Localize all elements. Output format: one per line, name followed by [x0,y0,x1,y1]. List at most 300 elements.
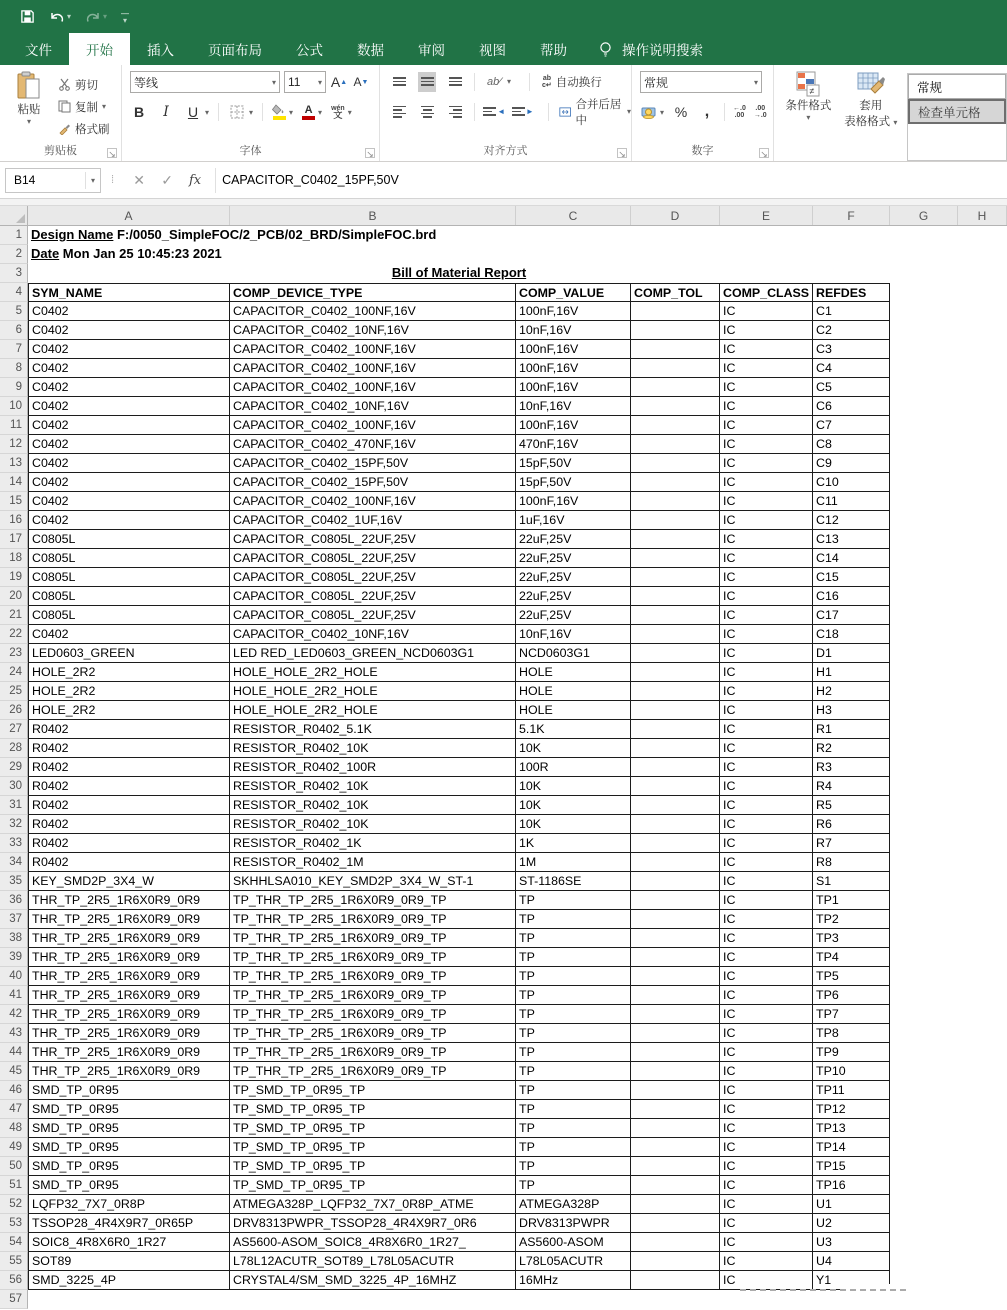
table-cell[interactable]: SKHHLSA010_KEY_SMD2P_3X4_W_ST-1 [230,872,516,891]
table-cell[interactable]: SMD_TP_0R95 [28,1157,230,1176]
redo-button[interactable] [85,10,107,24]
row-number[interactable]: 50 [0,1157,28,1176]
row-number[interactable]: 51 [0,1176,28,1195]
table-cell[interactable]: IC [720,910,813,929]
table-cell[interactable]: IC [720,777,813,796]
table-cell[interactable] [631,321,720,340]
table-cell[interactable]: HOLE [516,663,631,682]
table-cell[interactable]: TP_SMD_TP_0R95_TP [230,1138,516,1157]
table-cell[interactable]: IC [720,1100,813,1119]
table-cell[interactable] [631,1195,720,1214]
font-size-select[interactable] [284,71,326,93]
insert-function-button[interactable] [181,173,209,188]
table-cell[interactable]: D1 [813,644,890,663]
italic-button[interactable]: I [163,104,169,120]
table-cell[interactable]: IC [720,1138,813,1157]
row-number[interactable]: 19 [0,568,28,587]
table-cell[interactable]: CAPACITOR_C0402_10NF,16V [230,397,516,416]
table-cell[interactable]: THR_TP_2R5_1R6X0R9_0R9 [28,948,230,967]
table-cell[interactable]: LED0603_GREEN [28,644,230,663]
font-color-dropdown-icon[interactable]: ▾ [318,107,323,117]
row-number[interactable]: 11 [0,416,28,435]
row-number[interactable]: 3 [0,264,28,283]
table-cell[interactable]: IC [720,359,813,378]
row-number[interactable]: 44 [0,1043,28,1062]
table-cell[interactable]: RESISTOR_R0402_10K [230,796,516,815]
conditional-formatting-dropdown-icon[interactable]: ▾ [806,113,811,122]
table-cell[interactable]: HOLE_HOLE_2R2_HOLE [230,682,516,701]
table-cell[interactable]: THR_TP_2R5_1R6X0R9_0R9 [28,967,230,986]
table-cell[interactable]: IC [720,815,813,834]
column-header-E[interactable]: E [720,206,813,225]
table-cell[interactable]: DRV8313PWPR [516,1214,631,1233]
table-cell[interactable]: LED RED_LED0603_GREEN_NCD0603G1 [230,644,516,663]
table-cell[interactable]: C0402 [28,435,230,454]
row-number[interactable]: 39 [0,948,28,967]
table-cell[interactable]: C0402 [28,397,230,416]
align-center-button[interactable] [418,102,436,122]
table-cell[interactable] [631,967,720,986]
table-cell[interactable]: C13 [813,530,890,549]
copy-dropdown-icon[interactable]: ▾ [102,102,107,111]
table-header-cell[interactable]: COMP_VALUE [516,283,631,302]
table-cell[interactable]: THR_TP_2R5_1R6X0R9_0R9 [28,1024,230,1043]
row-number[interactable]: 47 [0,1100,28,1119]
table-cell[interactable]: 22uF,25V [516,549,631,568]
table-cell[interactable]: C0805L [28,587,230,606]
table-cell[interactable]: TP_SMD_TP_0R95_TP [230,1119,516,1138]
table-cell[interactable]: C0805L [28,568,230,587]
row-number[interactable]: 15 [0,492,28,511]
row-number[interactable]: 52 [0,1195,28,1214]
table-cell[interactable]: C18 [813,625,890,644]
row-number[interactable]: 43 [0,1024,28,1043]
table-header-cell[interactable]: REFDES [813,283,890,302]
table-cell[interactable]: IC [720,1195,813,1214]
tab-页面布局[interactable]: 页面布局 [208,43,262,58]
table-cell[interactable]: 100nF,16V [516,340,631,359]
align-right-button[interactable] [446,102,464,122]
table-cell[interactable]: IC [720,948,813,967]
table-cell[interactable]: SMD_TP_0R95 [28,1138,230,1157]
table-cell[interactable]: 5.1K [516,720,631,739]
table-cell[interactable]: R0402 [28,720,230,739]
table-cell[interactable]: TP [516,1062,631,1081]
table-cell[interactable]: 100R [516,758,631,777]
row-number[interactable]: 26 [0,701,28,720]
tab-插入[interactable]: 插入 [147,43,174,58]
table-cell[interactable]: TP1 [813,891,890,910]
report-title[interactable]: Bill of Material Report [391,265,527,280]
row-number[interactable]: 16 [0,511,28,530]
table-cell[interactable]: TP_THR_TP_2R5_1R6X0R9_0R9_TP [230,967,516,986]
table-cell[interactable]: H1 [813,663,890,682]
table-cell[interactable]: CAPACITOR_C0805L_22UF,25V [230,606,516,625]
conditional-formatting-button[interactable] [782,71,835,161]
table-cell[interactable] [631,853,720,872]
table-cell[interactable]: R4 [813,777,890,796]
table-cell[interactable]: IC [720,1176,813,1195]
table-cell[interactable]: TP2 [813,910,890,929]
table-cell[interactable] [631,1024,720,1043]
table-cell[interactable]: C0402 [28,454,230,473]
table-cell[interactable]: IC [720,606,813,625]
table-cell[interactable]: TP14 [813,1138,890,1157]
table-cell[interactable]: C2 [813,321,890,340]
phonetic-button[interactable] [331,105,345,119]
table-cell[interactable]: C10 [813,473,890,492]
table-cell[interactable]: HOLE_2R2 [28,682,230,701]
table-cell[interactable]: SMD_TP_0R95 [28,1176,230,1195]
table-cell[interactable]: CRYSTAL4/SM_SMD_3225_4P_16MHZ [230,1271,516,1290]
table-cell[interactable]: TP_THR_TP_2R5_1R6X0R9_0R9_TP [230,929,516,948]
table-cell[interactable] [631,663,720,682]
format-painter-button[interactable] [58,118,110,139]
table-cell[interactable]: TP [516,1081,631,1100]
table-cell[interactable] [631,568,720,587]
table-cell[interactable]: 100nF,16V [516,492,631,511]
table-header-cell[interactable]: COMP_TOL [631,283,720,302]
table-cell[interactable] [631,416,720,435]
table-cell[interactable]: Y1 [813,1271,890,1290]
row-number[interactable]: 7 [0,340,28,359]
table-cell[interactable]: IC [720,1119,813,1138]
table-cell[interactable] [631,1119,720,1138]
table-cell[interactable]: KEY_SMD2P_3X4_W [28,872,230,891]
table-cell[interactable]: R0402 [28,815,230,834]
table-cell[interactable]: IC [720,720,813,739]
undo-dropdown-icon[interactable]: ▾ [67,12,72,21]
table-cell[interactable]: IC [720,1271,813,1290]
table-cell[interactable]: 15pF,50V [516,454,631,473]
bold-button[interactable]: B [133,104,145,120]
table-cell[interactable] [631,1176,720,1195]
info-cell[interactable] [28,226,436,245]
percent-style-button[interactable]: % [674,104,688,120]
table-cell[interactable]: TP_THR_TP_2R5_1R6X0R9_0R9_TP [230,891,516,910]
table-cell[interactable]: IC [720,682,813,701]
row-number[interactable]: 40 [0,967,28,986]
row-number[interactable]: 21 [0,606,28,625]
table-cell[interactable]: IC [720,530,813,549]
table-cell[interactable] [631,1081,720,1100]
table-cell[interactable]: C16 [813,587,890,606]
font-dialog-launcher-icon[interactable]: ↘ [366,149,374,159]
table-cell[interactable]: C0402 [28,492,230,511]
table-cell[interactable] [631,682,720,701]
table-cell[interactable]: CAPACITOR_C0402_100NF,16V [230,492,516,511]
row-number[interactable]: 25 [0,682,28,701]
table-header-cell[interactable]: COMP_DEVICE_TYPE [230,283,516,302]
row-number[interactable]: 53 [0,1214,28,1233]
table-cell[interactable]: TP6 [813,986,890,1005]
table-cell[interactable]: IC [720,397,813,416]
tab-文件[interactable]: 文件 [25,43,52,58]
enter-button[interactable] [153,172,181,189]
align-top-button[interactable] [390,72,408,92]
table-cell[interactable]: 22uF,25V [516,568,631,587]
row-number[interactable]: 36 [0,891,28,910]
accounting-format-button[interactable] [640,102,658,122]
row-number[interactable]: 38 [0,929,28,948]
table-cell[interactable] [631,1100,720,1119]
borders-dropdown-icon[interactable]: ▾ [249,107,254,117]
table-cell[interactable] [631,1271,720,1290]
column-header-B[interactable]: B [230,206,516,225]
undo-button[interactable] [49,10,71,24]
table-cell[interactable]: TP [516,986,631,1005]
row-number[interactable]: 37 [0,910,28,929]
number-dialog-launcher-icon[interactable]: ↘ [760,149,768,159]
table-cell[interactable]: C0805L [28,606,230,625]
tab-开始[interactable]: 开始 [69,33,130,65]
table-cell[interactable]: 10K [516,815,631,834]
table-cell[interactable]: THR_TP_2R5_1R6X0R9_0R9 [28,1062,230,1081]
row-number[interactable]: 33 [0,834,28,853]
table-cell[interactable]: U2 [813,1214,890,1233]
orientation-dropdown-icon[interactable]: ▾ [507,77,512,86]
table-cell[interactable] [631,644,720,663]
table-cell[interactable]: TP_THR_TP_2R5_1R6X0R9_0R9_TP [230,1005,516,1024]
table-cell[interactable] [631,929,720,948]
table-cell[interactable]: TP_THR_TP_2R5_1R6X0R9_0R9_TP [230,1062,516,1081]
table-cell[interactable]: TP9 [813,1043,890,1062]
table-cell[interactable]: C0402 [28,473,230,492]
table-cell[interactable]: THR_TP_2R5_1R6X0R9_0R9 [28,929,230,948]
table-cell[interactable]: 10nF,16V [516,397,631,416]
font-name-select[interactable] [130,71,280,93]
table-cell[interactable]: IC [720,796,813,815]
table-cell[interactable]: C17 [813,606,890,625]
table-cell[interactable]: 10nF,16V [516,321,631,340]
table-cell[interactable]: C0402 [28,321,230,340]
table-cell[interactable]: TP_SMD_TP_0R95_TP [230,1157,516,1176]
table-cell[interactable]: CAPACITOR_C0402_100NF,16V [230,416,516,435]
table-cell[interactable]: C3 [813,340,890,359]
table-cell[interactable]: TP13 [813,1119,890,1138]
table-cell[interactable]: 100nF,16V [516,416,631,435]
table-cell[interactable]: IC [720,587,813,606]
table-cell[interactable]: 470nF,16V [516,435,631,454]
cell-style-item[interactable]: 检查单元格 [908,99,1006,124]
table-cell[interactable]: THR_TP_2R5_1R6X0R9_0R9 [28,986,230,1005]
table-cell[interactable] [631,777,720,796]
table-cell[interactable]: C1 [813,302,890,321]
table-cell[interactable] [631,1157,720,1176]
table-cell[interactable]: 10nF,16V [516,625,631,644]
table-cell[interactable]: SOIC8_4R8X6R0_1R27 [28,1233,230,1252]
table-cell[interactable]: R0402 [28,853,230,872]
table-cell[interactable]: 100nF,16V [516,378,631,397]
copy-button[interactable] [58,96,110,117]
table-cell[interactable]: R0402 [28,796,230,815]
table-cell[interactable]: C7 [813,416,890,435]
row-number[interactable]: 46 [0,1081,28,1100]
table-cell[interactable]: CAPACITOR_C0805L_22UF,25V [230,549,516,568]
table-cell[interactable]: TP [516,1024,631,1043]
table-cell[interactable]: C12 [813,511,890,530]
table-cell[interactable]: H2 [813,682,890,701]
row-number[interactable]: 31 [0,796,28,815]
table-cell[interactable]: TP [516,910,631,929]
table-header-cell[interactable]: COMP_CLASS [720,283,813,302]
table-cell[interactable]: CAPACITOR_C0402_10NF,16V [230,625,516,644]
table-cell[interactable]: IC [720,891,813,910]
table-cell[interactable]: C11 [813,492,890,511]
table-cell[interactable]: IC [720,663,813,682]
phonetic-dropdown-icon[interactable]: ▾ [347,107,352,117]
table-cell[interactable]: 15pF,50V [516,473,631,492]
row-number[interactable]: 17 [0,530,28,549]
table-cell[interactable]: ATMEGA328P [516,1195,631,1214]
table-cell[interactable]: IC [720,340,813,359]
table-cell[interactable]: IC [720,1252,813,1271]
column-header-H[interactable]: H [958,206,1007,225]
table-cell[interactable]: SMD_3225_4P [28,1271,230,1290]
table-cell[interactable]: 10K [516,777,631,796]
table-cell[interactable]: U1 [813,1195,890,1214]
fill-color-button[interactable] [272,104,286,120]
table-cell[interactable]: IC [720,1157,813,1176]
table-cell[interactable]: C0402 [28,302,230,321]
table-cell[interactable]: R0402 [28,777,230,796]
table-cell[interactable]: 100nF,16V [516,302,631,321]
table-cell[interactable]: TP [516,891,631,910]
row-number[interactable]: 41 [0,986,28,1005]
table-cell[interactable]: IC [720,1024,813,1043]
table-cell[interactable]: RESISTOR_R0402_1M [230,853,516,872]
cancel-button[interactable] [125,172,153,189]
table-cell[interactable] [631,549,720,568]
formula-bar-grip[interactable]: ⁞ [111,174,116,186]
table-cell[interactable]: IC [720,644,813,663]
column-header-A[interactable]: A [28,206,230,225]
table-cell[interactable]: TP [516,967,631,986]
table-cell[interactable]: TP_THR_TP_2R5_1R6X0R9_0R9_TP [230,910,516,929]
column-header-F[interactable]: F [813,206,890,225]
table-cell[interactable] [631,1214,720,1233]
table-cell[interactable]: IC [720,435,813,454]
row-number[interactable]: 55 [0,1252,28,1271]
column-header-D[interactable]: D [631,206,720,225]
table-cell[interactable]: AS5600-ASOM_SOIC8_4R8X6R0_1R27_ [230,1233,516,1252]
table-cell[interactable]: R2 [813,739,890,758]
table-cell[interactable]: TP [516,1138,631,1157]
info-cell[interactable] [28,245,222,264]
table-cell[interactable]: C0805L [28,549,230,568]
table-cell[interactable] [631,435,720,454]
table-cell[interactable]: IC [720,1005,813,1024]
table-cell[interactable]: IC [720,872,813,891]
column-header-G[interactable]: G [890,206,958,225]
table-cell[interactable]: C4 [813,359,890,378]
row-number[interactable]: 42 [0,1005,28,1024]
increase-font-button[interactable]: A ▲ [330,74,348,90]
row-number[interactable]: 48 [0,1119,28,1138]
table-cell[interactable]: TP15 [813,1157,890,1176]
tab-数据[interactable]: 数据 [357,43,384,58]
table-cell[interactable] [631,815,720,834]
select-all-corner[interactable] [0,206,28,225]
table-cell[interactable]: C0805L [28,530,230,549]
table-cell[interactable]: TP_THR_TP_2R5_1R6X0R9_0R9_TP [230,948,516,967]
table-cell[interactable]: IC [720,1233,813,1252]
table-cell[interactable]: TP [516,1176,631,1195]
tab-审阅[interactable]: 审阅 [418,43,445,58]
table-cell[interactable]: CAPACITOR_C0805L_22UF,25V [230,587,516,606]
table-cell[interactable]: RESISTOR_R0402_100R [230,758,516,777]
align-middle-button[interactable] [418,72,436,92]
table-cell[interactable]: IC [720,758,813,777]
row-number[interactable]: 29 [0,758,28,777]
table-cell[interactable]: SOT89 [28,1252,230,1271]
table-cell[interactable] [631,701,720,720]
table-header-cell[interactable]: SYM_NAME [28,283,230,302]
table-cell[interactable]: C9 [813,454,890,473]
table-cell[interactable]: S1 [813,872,890,891]
tab-帮助[interactable]: 帮助 [540,43,567,58]
table-cell[interactable]: IC [720,986,813,1005]
row-number[interactable]: 35 [0,872,28,891]
cut-button[interactable] [58,74,110,95]
row-number[interactable]: 13 [0,454,28,473]
table-cell[interactable]: IC [720,302,813,321]
row-number[interactable]: 56 [0,1271,28,1290]
table-cell[interactable]: L78L05ACUTR [516,1252,631,1271]
table-cell[interactable]: IC [720,321,813,340]
table-cell[interactable]: TP_THR_TP_2R5_1R6X0R9_0R9_TP [230,986,516,1005]
table-cell[interactable]: C8 [813,435,890,454]
table-cell[interactable]: R0402 [28,758,230,777]
table-cell[interactable]: TP8 [813,1024,890,1043]
table-cell[interactable]: TP7 [813,1005,890,1024]
table-cell[interactable] [631,910,720,929]
table-cell[interactable]: 1M [516,853,631,872]
table-cell[interactable]: HOLE_2R2 [28,701,230,720]
row-number[interactable]: 20 [0,587,28,606]
table-cell[interactable] [631,720,720,739]
table-cell[interactable]: THR_TP_2R5_1R6X0R9_0R9 [28,1005,230,1024]
format-as-table-dropdown-icon[interactable]: ▾ [893,118,898,127]
table-cell[interactable]: H3 [813,701,890,720]
table-cell[interactable]: TP10 [813,1062,890,1081]
paste-dropdown-icon[interactable]: ▾ [26,117,31,126]
row-number[interactable]: 34 [0,853,28,872]
cell-style-item[interactable]: 常规 [908,74,1006,99]
table-cell[interactable] [631,397,720,416]
table-cell[interactable]: TP_THR_TP_2R5_1R6X0R9_0R9_TP [230,1043,516,1062]
row-number[interactable]: 49 [0,1138,28,1157]
table-cell[interactable] [631,1005,720,1024]
table-cell[interactable]: THR_TP_2R5_1R6X0R9_0R9 [28,1043,230,1062]
table-cell[interactable]: R3 [813,758,890,777]
merge-center-button[interactable] [559,98,631,127]
decrease-indent-button[interactable]: ◄ [485,102,504,122]
table-cell[interactable] [631,1138,720,1157]
table-cell[interactable]: TP_SMD_TP_0R95_TP [230,1176,516,1195]
row-number[interactable]: 54 [0,1233,28,1252]
row-number[interactable]: 18 [0,549,28,568]
format-as-table-button[interactable] [843,71,899,161]
table-cell[interactable]: CAPACITOR_C0402_1UF,16V [230,511,516,530]
table-cell[interactable]: HOLE_HOLE_2R2_HOLE [230,701,516,720]
table-cell[interactable]: IC [720,834,813,853]
table-cell[interactable]: HOLE_2R2 [28,663,230,682]
table-cell[interactable]: ATMEGA328P_LQFP32_7X7_0R8P_ATME [230,1195,516,1214]
table-cell[interactable]: R5 [813,796,890,815]
table-cell[interactable] [631,473,720,492]
column-header-C[interactable]: C [516,206,631,225]
